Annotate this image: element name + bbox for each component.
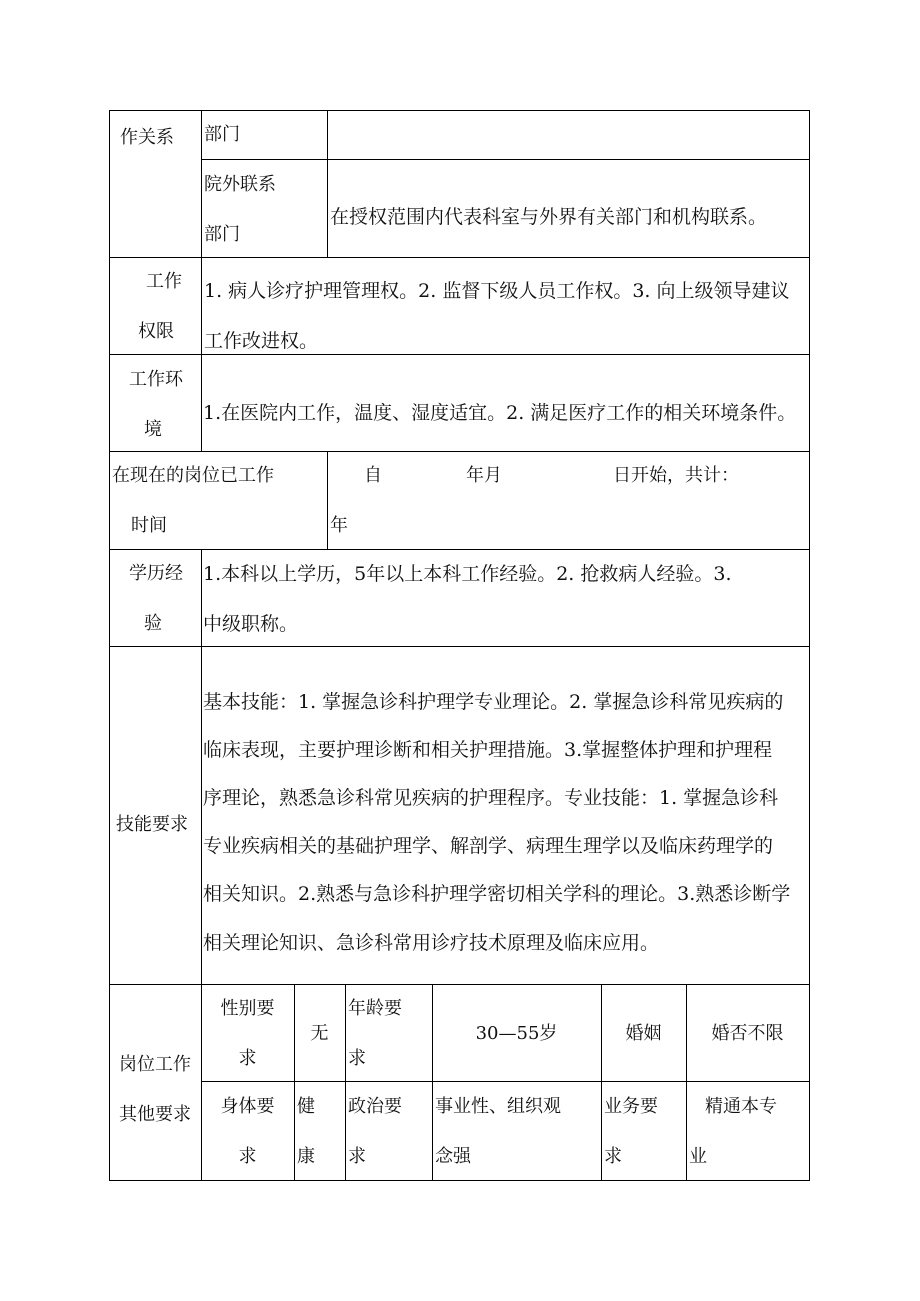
rule	[809, 110, 810, 1181]
tenure-label-line1: 在现在的岗位已工作	[112, 465, 274, 486]
skills-line: 临床表现，主要护理诊断和相关护理措施。3.掌握整体护理和护理程	[203, 739, 773, 761]
rule	[109, 110, 110, 1181]
tenure-day-start: 日开始，共计：	[613, 465, 739, 486]
other-label-line1: 岗位工作	[119, 1054, 191, 1075]
gender-value: 无	[310, 1023, 329, 1044]
rule	[109, 646, 810, 647]
skills-line: 相关知识。2.熟悉与急诊科护理学密切相关学科的理论。3.熟悉诊断学	[203, 883, 791, 905]
rule	[327, 451, 328, 550]
gender-label-line2: 求	[238, 1048, 257, 1069]
external-dept-value: 在授权范围内代表科室与外界有关部门和机构联系。	[330, 206, 768, 228]
environment-label-line1: 工作环	[129, 369, 183, 390]
education-text-line1: 1.本科以上学历，5年以上本科工作经验。2. 抢救病人经验。3.	[203, 563, 732, 585]
politics-label-line1: 政治要	[348, 1096, 402, 1117]
business-value-line1: 精通本专	[705, 1096, 777, 1117]
age-label-line1: 年龄要	[348, 998, 402, 1019]
body-label-line1: 身体要	[220, 1096, 275, 1117]
rule	[109, 354, 810, 355]
other-label-line2: 其他要求	[119, 1104, 191, 1125]
education-label-line2: 验	[144, 613, 162, 634]
tenure-from: 自	[364, 465, 382, 486]
business-value-line2: 业	[689, 1146, 707, 1167]
contact-label: 作关系	[120, 127, 174, 148]
rule	[432, 984, 433, 1181]
age-value: 30—55岁	[475, 1023, 558, 1044]
rule	[109, 984, 810, 985]
authority-text-line2: 工作改进权。	[204, 330, 319, 352]
gender-label-line1: 性别要	[220, 998, 275, 1019]
tenure-label-line2: 时间	[131, 515, 167, 536]
environment-label-line2: 境	[144, 419, 162, 440]
rule	[109, 110, 810, 111]
body-label-line2: 求	[238, 1146, 257, 1167]
rule	[294, 984, 295, 1181]
rule	[109, 451, 810, 452]
rule	[201, 1081, 810, 1082]
politics-value-line2: 念强	[435, 1146, 471, 1167]
education-text-line2: 中级职称。	[203, 613, 299, 635]
business-label-line1: 业务要	[604, 1096, 658, 1117]
rule	[345, 984, 346, 1181]
authority-text-line1: 1. 病人诊疗护理管理权。2. 监督下级人员工作权。3. 向上级领导建议	[204, 280, 790, 302]
politics-value-line1: 事业性、组织观	[435, 1096, 561, 1117]
authority-label-line2: 权限	[138, 321, 174, 342]
rule	[601, 984, 602, 1181]
education-label-line1: 学历经	[129, 563, 183, 584]
external-dept-label-line2: 部门	[204, 224, 240, 245]
body-value-line2: 康	[297, 1146, 315, 1167]
marriage-label: 婚姻	[625, 1023, 662, 1044]
rule	[201, 549, 202, 1181]
skills-line: 专业疾病相关的基础护理学、解剖学、病理生理学以及临床药理学的	[203, 835, 774, 857]
rule	[109, 257, 810, 258]
age-label-line2: 求	[348, 1048, 366, 1069]
rule	[686, 984, 687, 1181]
skills-label: 技能要求	[116, 814, 188, 835]
tenure-month: 年月	[466, 465, 502, 486]
skills-line: 相关理论知识、急诊科常用诊疗技术原理及临床应用。	[203, 932, 660, 954]
politics-label-line2: 求	[348, 1146, 366, 1167]
external-dept-label-line1: 院外联系	[204, 174, 276, 195]
environment-text: 1.在医院内工作，温度、湿度适宜。2. 满足医疗工作的相关环境条件。	[203, 402, 797, 424]
body-value-line1: 健	[297, 1096, 315, 1117]
skills-line: 基本技能：1. 掌握急诊科护理学专业理论。2. 掌握急诊科常见疾病的	[203, 691, 784, 713]
rule	[109, 1180, 810, 1181]
tenure-year: 年	[330, 515, 348, 536]
rule	[201, 159, 810, 160]
rule	[327, 110, 328, 258]
marriage-value: 婚否不限	[711, 1023, 784, 1044]
authority-label-line1: 工作	[146, 271, 182, 292]
rule	[109, 549, 810, 550]
skills-line: 序理论，熟悉急诊科常见疾病的护理程序。专业技能：1. 掌握急诊科	[203, 787, 779, 809]
business-label-line2: 求	[604, 1146, 622, 1167]
internal-dept-label: 部门	[204, 124, 240, 145]
